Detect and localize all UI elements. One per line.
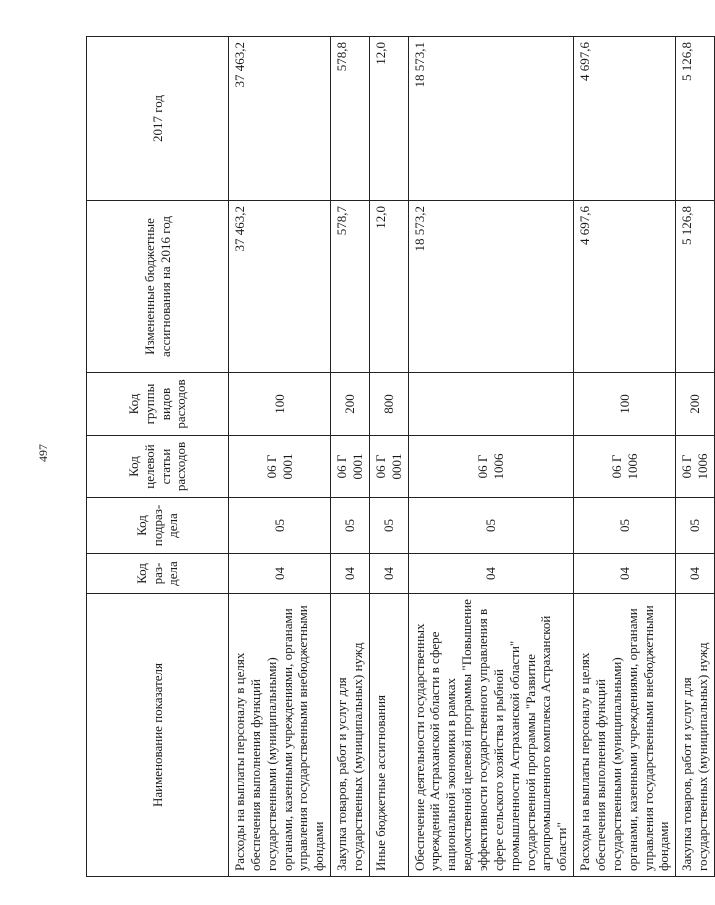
cell-csr: 06 Г 1006 bbox=[574, 436, 676, 498]
budget-table bbox=[86, 36, 715, 877]
cell-razdel: 04 bbox=[331, 554, 370, 594]
cell-sum-2016: 12,0 bbox=[369, 201, 408, 373]
cell-razdel: 04 bbox=[676, 554, 715, 594]
cell-csr: 06 Г 0001 bbox=[229, 436, 331, 498]
cell-sum-2017: 4 697,6 bbox=[574, 37, 676, 201]
table-row bbox=[229, 37, 331, 877]
cell-sum-2017: 18 573,1 bbox=[408, 37, 574, 201]
col-header-razdel: Код раз-дела bbox=[87, 554, 229, 594]
cell-podrazdel: 05 bbox=[574, 498, 676, 554]
cell-csr: 06 Г 0001 bbox=[369, 436, 408, 498]
cell-sum-2017: 37 463,2 bbox=[229, 37, 331, 201]
cell-sum-2016: 5 126,8 bbox=[676, 201, 715, 373]
cell-vr bbox=[408, 373, 574, 436]
cell-podrazdel: 05 bbox=[408, 498, 574, 554]
col-header-2017: 2017 год bbox=[87, 37, 229, 201]
cell-name: Расходы на выплаты персоналу в целях обеспечения выполнения функций государственными (муниципальными) органами, казенными учреждениями, органами управления государственными внебюджетными фондами bbox=[574, 594, 676, 877]
cell-sum-2017: 12,0 bbox=[369, 37, 408, 201]
col-header-csr: Код целевой статьи расходов bbox=[87, 436, 229, 498]
cell-razdel: 04 bbox=[574, 554, 676, 594]
cell-sum-2016: 37 463,2 bbox=[229, 201, 331, 373]
table-row bbox=[574, 37, 676, 877]
cell-vr: 100 bbox=[229, 373, 331, 436]
cell-razdel: 04 bbox=[369, 554, 408, 594]
cell-csr: 06 Г 1006 bbox=[676, 436, 715, 498]
col-header-vr: Код группы видов расходов bbox=[87, 373, 229, 436]
cell-vr: 100 bbox=[574, 373, 676, 436]
col-header-name: Наименование показателя bbox=[87, 594, 229, 877]
col-header-2016: Измененные бюджетные ассигнования на 2016 год bbox=[87, 201, 229, 373]
cell-podrazdel: 05 bbox=[229, 498, 331, 554]
cell-name: Иные бюджетные ассигнования bbox=[369, 594, 408, 877]
cell-sum-2016: 578,7 bbox=[331, 201, 370, 373]
rotated-page-content bbox=[86, 37, 711, 877]
table-row bbox=[408, 37, 574, 877]
cell-name: Расходы на выплаты персоналу в целях обеспечения выполнения функций государственными (муниципальными) органами, казенными учреждениями, органами управления государственными внебюджетными фондами bbox=[229, 594, 331, 877]
table-row bbox=[369, 37, 408, 877]
cell-vr: 800 bbox=[369, 373, 408, 436]
cell-csr: 06 Г 0001 bbox=[331, 436, 370, 498]
table-row bbox=[331, 37, 370, 877]
cell-name: Закупка товаров, работ и услуг для государственных (муниципальных) нужд bbox=[676, 594, 715, 877]
cell-sum-2017: 5 126,8 bbox=[676, 37, 715, 201]
table-row bbox=[676, 37, 715, 877]
table-header-row bbox=[87, 37, 229, 877]
cell-podrazdel: 05 bbox=[331, 498, 370, 554]
cell-vr: 200 bbox=[331, 373, 370, 436]
cell-sum-2016: 4 697,6 bbox=[574, 201, 676, 373]
cell-podrazdel: 05 bbox=[369, 498, 408, 554]
cell-name: Обеспечение деятельности государственных учреждений Астраханской области в сфере национальной экономики в рамках ведомственной целевой программы "Повышение эффективности государственного управления в сфере сельского хозяйства и рыбной промышленности Астраханской области" государственной программы "Развитие агропромышленного комплекса Астраханской области" bbox=[408, 594, 574, 877]
cell-sum-2017: 578,8 bbox=[331, 37, 370, 201]
cell-csr: 06 Г 1006 bbox=[408, 436, 574, 498]
cell-razdel: 04 bbox=[408, 554, 574, 594]
cell-vr: 200 bbox=[676, 373, 715, 436]
cell-podrazdel: 05 bbox=[676, 498, 715, 554]
cell-name: Закупка товаров, работ и услуг для государственных (муниципальных) нужд bbox=[331, 594, 370, 877]
cell-razdel: 04 bbox=[229, 554, 331, 594]
page-number: 497 bbox=[36, 444, 50, 462]
cell-sum-2016: 18 573,2 bbox=[408, 201, 574, 373]
col-header-podrazdel: Код подраз-дела bbox=[87, 498, 229, 554]
